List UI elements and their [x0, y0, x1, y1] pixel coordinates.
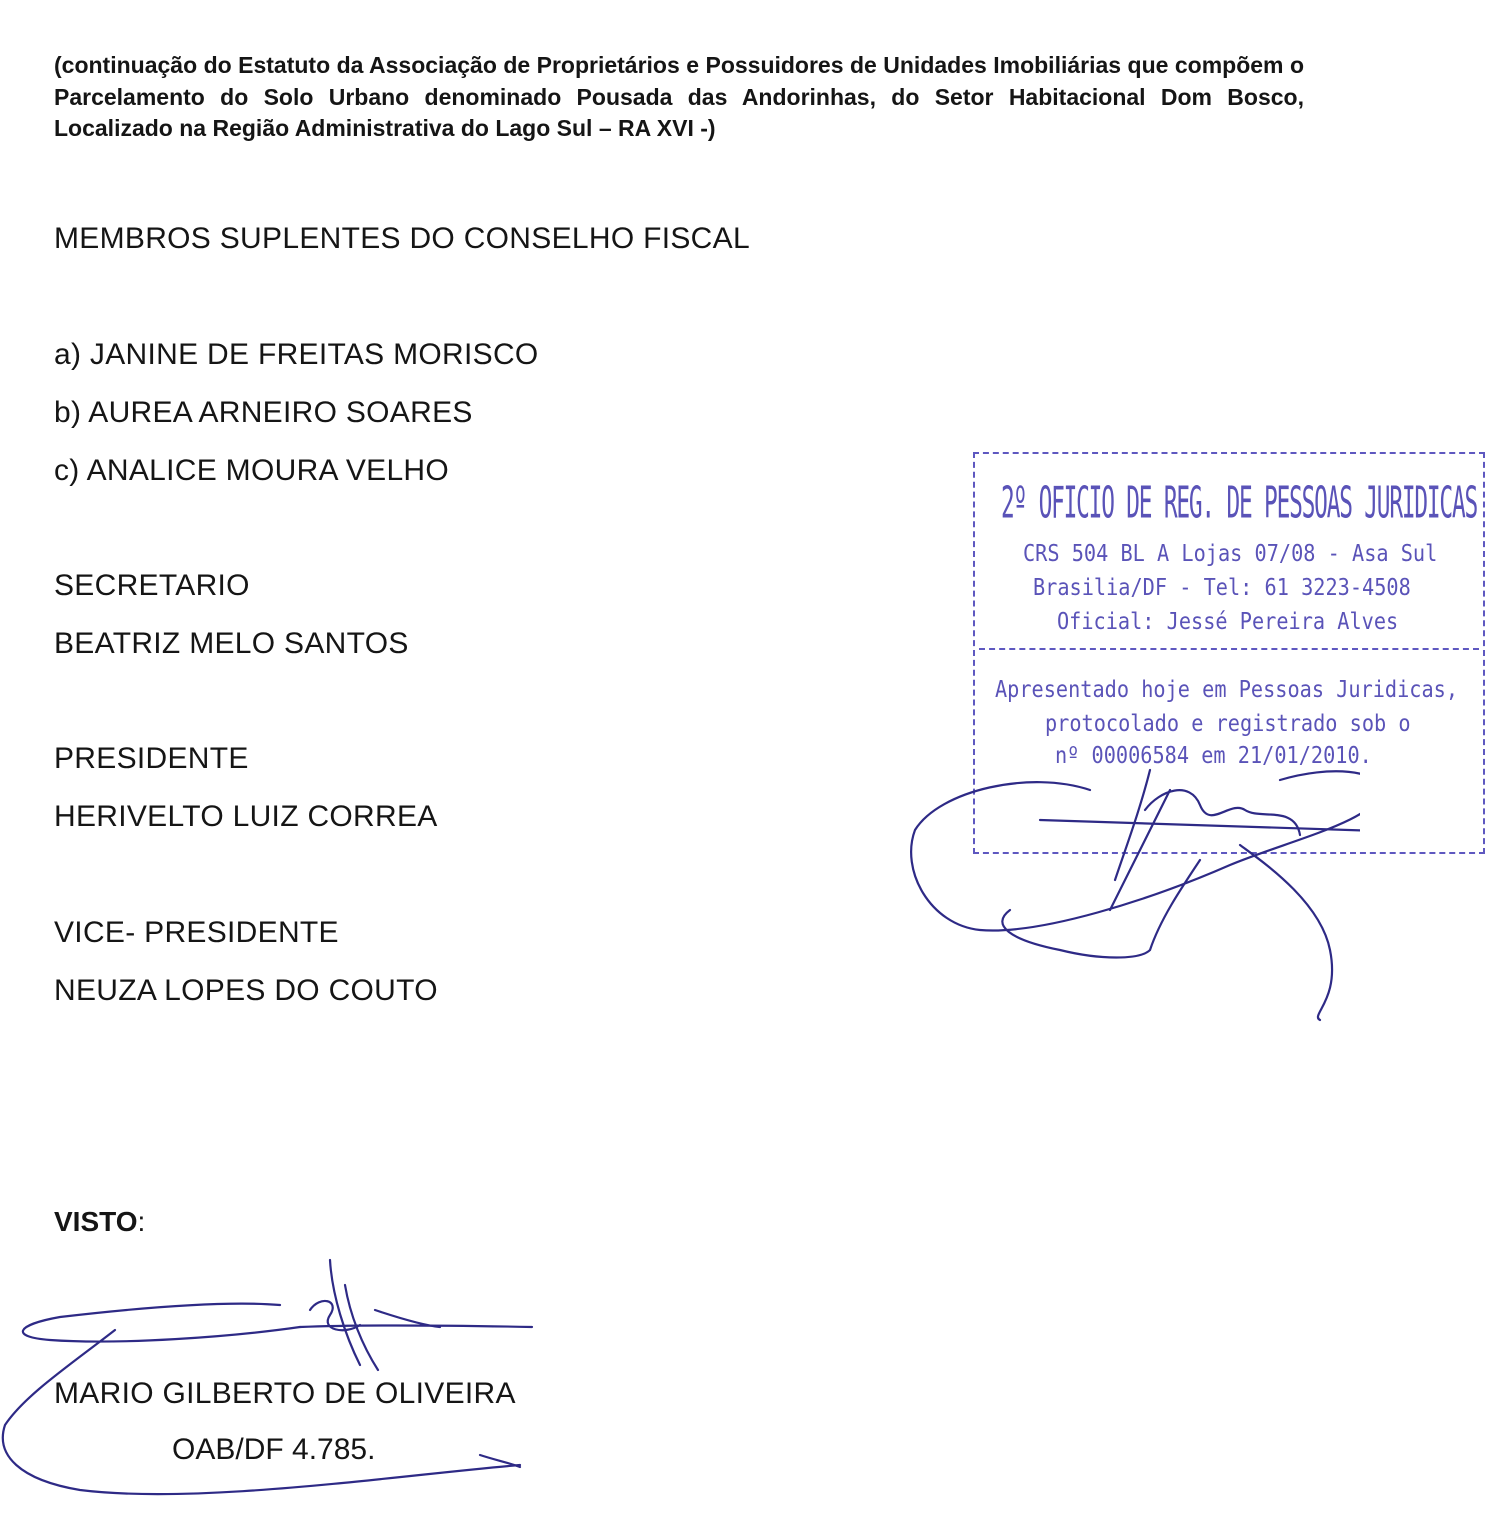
- vice-president-name: NEUZA LOPES DO COUTO: [54, 974, 438, 1007]
- president-name: HERIVELTO LUIZ CORREA: [54, 800, 438, 833]
- stamp-title: 2º OFICIO DE REG. DE PESSOAS JURIDICAS: [1001, 477, 1478, 528]
- visto-label: [54, 1204, 145, 1240]
- vice-president-title: VICE- PRESIDENTE: [54, 916, 339, 949]
- stamp-registered: protocolado e registrado sob o: [1045, 711, 1411, 737]
- president-title: PRESIDENTE: [54, 742, 249, 775]
- secretary-title: SECRETARIO: [54, 569, 250, 602]
- section-title: MEMBROS SUPLENTES DO CONSELHO FISCAL: [54, 222, 750, 255]
- stamp-number: nº 00006584 em 21/01/2010.: [1055, 743, 1372, 769]
- visto-colon: :: [137, 1206, 146, 1237]
- stamp-divider: [979, 648, 1479, 650]
- document-header: (continuação do Estatuto da Associação de Proprietários e Possuidores de Unidades Imobiliárias que compõem o Parcelamento do Solo Urbano denominado Pousada das Andorinhas, do Setor Habitacional Dom Bosco, Localizado na Região Administrativa do Lago Sul – RA XVI -): [54, 52, 1304, 141]
- stamp-officer: Oficial: Jessé Pereira Alves: [1057, 609, 1399, 635]
- member-b: b) AUREA ARNEIRO SOARES: [54, 396, 473, 429]
- stamp-address: CRS 504 BL A Lojas 07/08 - Asa Sul: [1023, 541, 1438, 567]
- lawyer-oab: OAB/DF 4.785.: [172, 1433, 376, 1466]
- registry-stamp: [973, 452, 1485, 856]
- lawyer-name: MARIO GILBERTO DE OLIVEIRA: [54, 1377, 516, 1410]
- member-a: a) JANINE DE FREITAS MORISCO: [54, 338, 539, 371]
- stamp-city-phone: Brasilia/DF - Tel: 61 3223-4508: [1033, 575, 1411, 601]
- stamp-presented: Apresentado hoje em Pessoas Juridicas,: [995, 677, 1459, 703]
- secretary-name: BEATRIZ MELO SANTOS: [54, 627, 409, 660]
- visto-label-text: VISTO: [54, 1206, 138, 1237]
- member-c: c) ANALICE MOURA VELHO: [54, 454, 450, 487]
